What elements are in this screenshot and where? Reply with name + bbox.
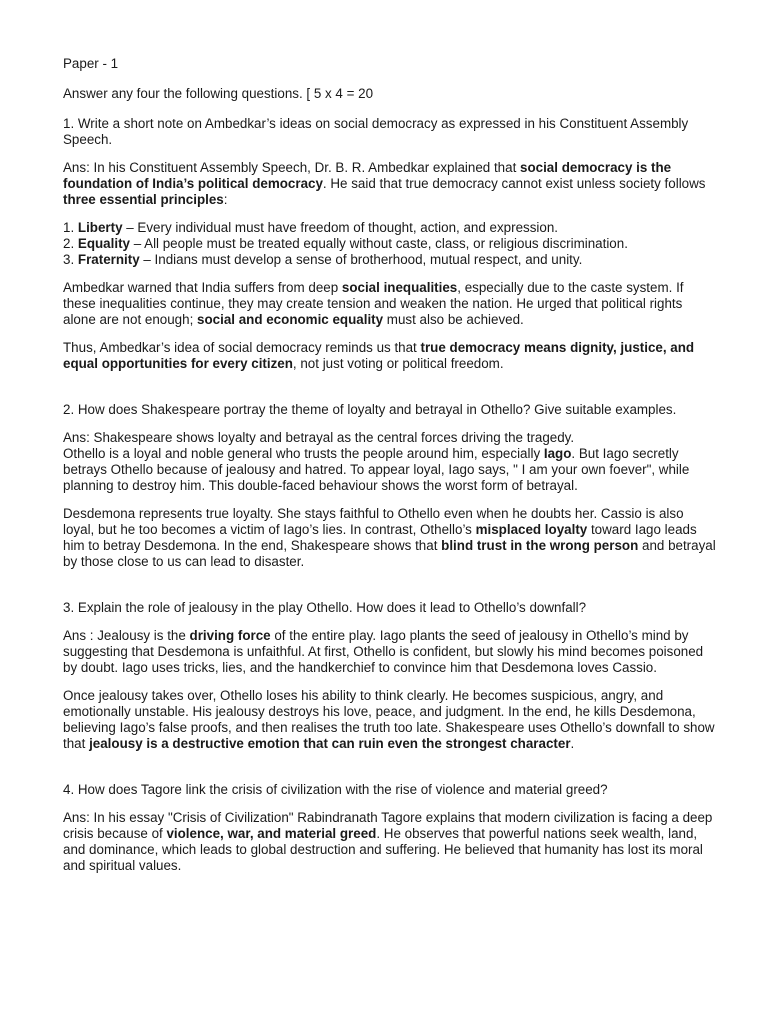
list-item: 3. Fraternity – Indians must develop a sense of brotherhood, mutual respect, and unity. bbox=[63, 252, 583, 267]
answer-4-paragraph-1: Ans: In his essay "Crisis of Civilization" Rabindranath Tagore explains that modern civilization is facing a deep crisis because of violence, war, and material greed. He observes that powerful nations seek wealth, land, and dominance, which leads to global destruction and suffering. He believed that humanity has lost its moral and spiritual values. bbox=[63, 810, 713, 873]
answer-3-paragraph-1: Ans : Jealousy is the driving force of the entire play. Iago plants the seed of jealousy in Othello’s mind by suggesting that Desdemona is unfaithful. At first, Othello is confident, but slowly his mind becomes poisoned by doubt. Iago uses tricks, lies, and the handkerchief to convince him that Desdemona loves Cassio. bbox=[63, 628, 704, 675]
answer-1-paragraph-3: Thus, Ambedkar’s idea of social democracy reminds us that true democracy means dignity, justice, and equal opportunities for every citizen, not just voting or political freedom. bbox=[63, 340, 695, 371]
question-1: 1. Write a short note on Ambedkar’s ideas on social democracy as expressed in his Constituent Assembly Speech. bbox=[63, 116, 689, 147]
answer-3-paragraph-2: Once jealousy takes over, Othello loses his ability to think clearly. He becomes suspicious, angry, and emotionally unstable. His jealousy destroys his love, peace, and judgment. In the end, he kills Desdemona, believing Iago’s false proofs, and then realises the truth too late. Shakespeare uses Othello’s downfall to show that jealousy is a destructive emotion that can ruin even the strongest character. bbox=[63, 688, 715, 751]
document-page bbox=[63, 56, 718, 874]
list-item: 1. Liberty – Every individual must have freedom of thought, action, and expression. bbox=[63, 220, 558, 235]
principles-list bbox=[63, 220, 718, 268]
answer-2-paragraph-2: Desdemona represents true loyalty. She stays faithful to Othello even when he doubts her. Cassio is also loyal, but he too becomes a victim of Iago’s lies. In contrast, Othello’s misplaced loyalty toward Iago leads him to betray Desdemona. In the end, Shakespeare shows that blind trust in the wrong person and betrayal by those close to us can lead to disaster. bbox=[63, 506, 716, 569]
instruction-line: Answer any four the following questions. [ 5 x 4 = 20 bbox=[63, 86, 374, 101]
paper-heading: Paper - 1 bbox=[63, 56, 119, 71]
question-4: 4. How does Tagore link the crisis of civilization with the rise of violence and material greed? bbox=[63, 782, 608, 797]
list-item: 2. Equality – All people must be treated equally without caste, class, or religious discrimination. bbox=[63, 236, 628, 251]
answer-2-line-1: Ans: Shakespeare shows loyalty and betrayal as the central forces driving the tragedy. bbox=[63, 430, 575, 445]
question-2: 2. How does Shakespeare portray the theme of loyalty and betrayal in Othello? Give suitable examples. bbox=[63, 402, 677, 417]
answer-1-paragraph-2: Ambedkar warned that India suffers from deep social inequalities, especially due to the caste system. If these inequalities continue, they may create tension and weaken the nation. He urged that political rights alone are not enough; social and economic equality must also be achieved. bbox=[63, 280, 684, 327]
question-3: 3. Explain the role of jealousy in the play Othello. How does it lead to Othello’s downfall? bbox=[63, 600, 587, 615]
answer-2-paragraph-1: Othello is a loyal and noble general who trusts the people around him, especially Iago. But Iago secretly betrays Othello because of jealousy and hatred. To appear loyal, Iago says, " I am your own foever", while planning to destroy him. This double-faced behaviour shows the worst form of betrayal. bbox=[63, 446, 690, 493]
answer-1-paragraph-1: Ans: In his Constituent Assembly Speech, Dr. B. R. Ambedkar explained that social democracy is the foundation of India’s political democracy. He said that true democracy cannot exist unless society follows three essential principles: bbox=[63, 160, 706, 207]
